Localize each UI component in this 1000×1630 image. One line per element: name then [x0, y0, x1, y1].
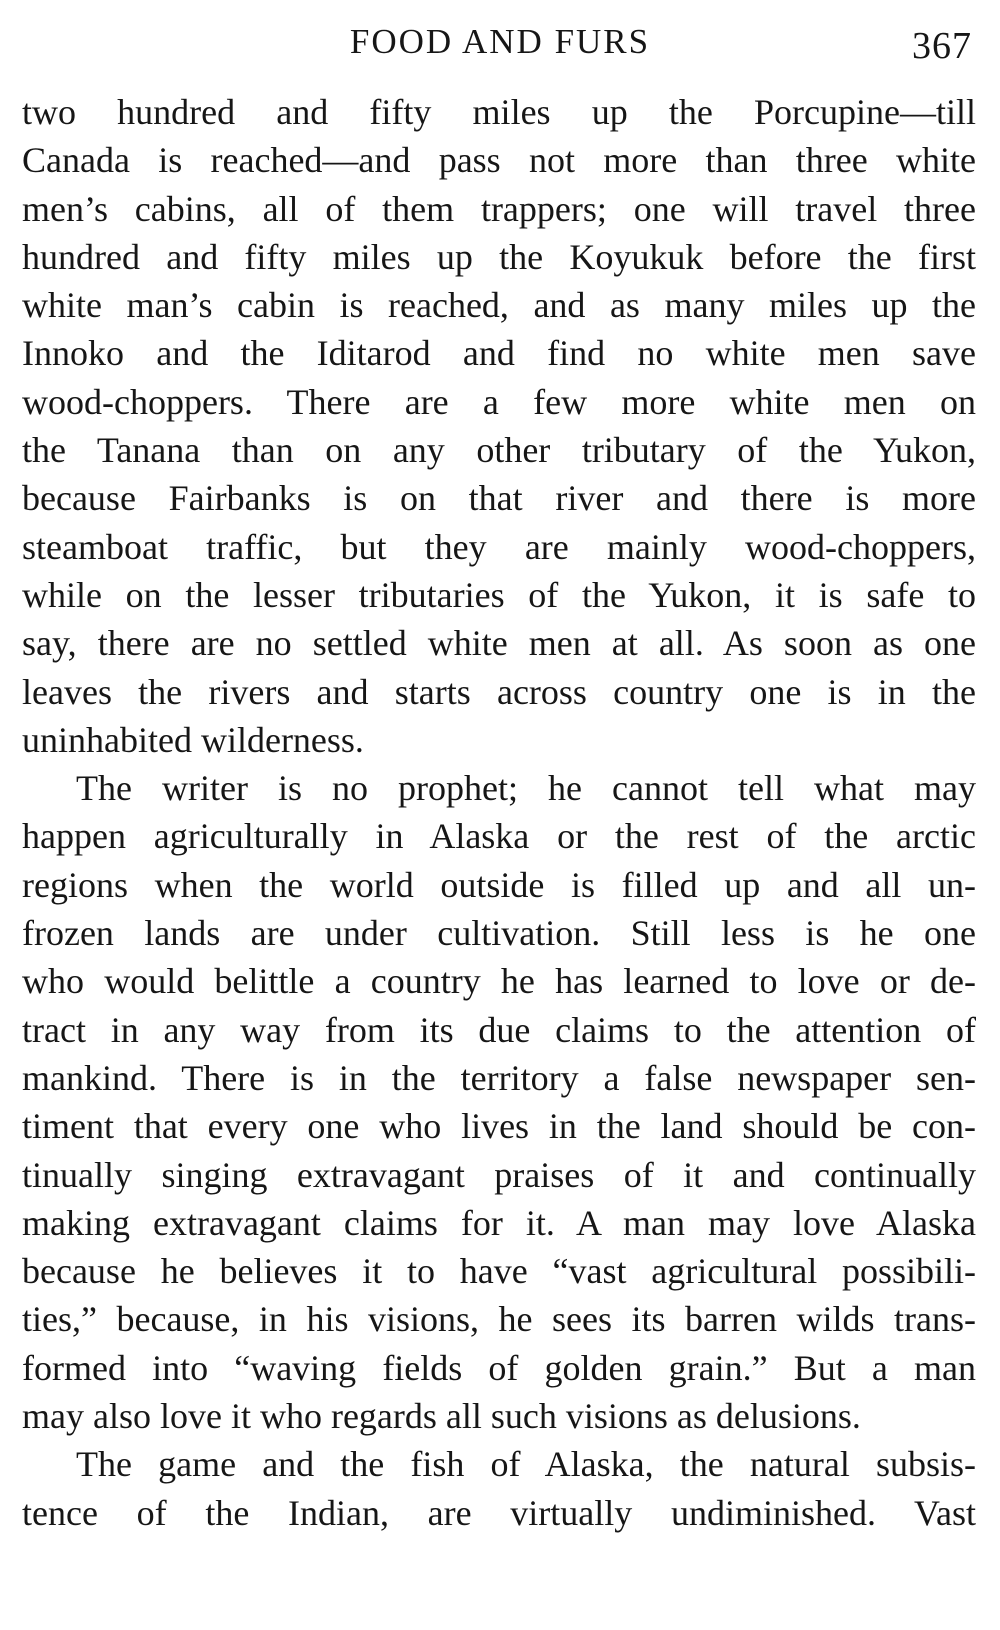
text-line: tence of the Indian, are virtually undiminished. Vast	[22, 1492, 976, 1533]
text-line: wood-choppers. There are a few more white men on	[22, 381, 976, 422]
paragraph-first-line: The writer is no prophet; he cannot tell what may	[76, 768, 976, 809]
text-line: regions when the world outside is filled up and all un-	[22, 864, 976, 905]
text-line: Innoko and the Iditarod and find no white men save	[22, 333, 976, 374]
text-line: tinually singing extravagant praises of it and continually	[22, 1154, 976, 1195]
text-line: hundred and fifty miles up the Koyukuk before the first	[22, 236, 976, 277]
text-line: happen agriculturally in Alaska or the rest of the arctic	[22, 816, 976, 857]
text-line: who would belittle a country he has learned to love or de-	[22, 961, 976, 1002]
text-line: the Tanana than on any other tributary of the Yukon,	[22, 430, 976, 471]
text-line: steamboat traffic, but they are mainly wood-choppers,	[22, 526, 976, 567]
text-line: ties,” because, in his visions, he sees its barren wilds trans-	[22, 1299, 976, 1340]
text-line: may also love it who regards all such visions as delusions.	[22, 1396, 861, 1437]
text-line: because Fairbanks is on that river and there is more	[22, 478, 976, 519]
text-line: uninhabited wilderness.	[22, 719, 364, 760]
text-line: white man’s cabin is reached, and as many miles up the	[22, 285, 976, 326]
text-line: tract in any way from its due claims to the attention of	[22, 1009, 976, 1050]
text-line: mankind. There is in the territory a false newspaper sen-	[22, 1057, 976, 1098]
text-line: making extravagant claims for it. A man may love Alaska	[22, 1202, 976, 1243]
text-line: two hundred and fifty miles up the Porcupine—till	[22, 92, 976, 132]
text-line: men’s cabins, all of them trappers; one will travel three	[22, 188, 976, 229]
paragraph-first-line: The game and the fish of Alaska, the natural subsis-	[76, 1444, 976, 1485]
text-line: Canada is reached—and pass not more than three white	[22, 140, 976, 181]
running-title: FOOD AND FURS	[349, 22, 651, 61]
text-line: timent that every one who lives in the land should be con-	[22, 1106, 976, 1147]
page-number: 367	[912, 25, 972, 67]
running-head	[0, 14, 1000, 70]
text-line: formed into “waving fields of golden grain.” But a man	[22, 1347, 976, 1388]
body-text	[22, 88, 976, 1537]
text-line: frozen lands are under cultivation. Still less is he one	[22, 913, 976, 954]
text-line: say, there are no settled white men at all. As soon as one	[22, 623, 976, 664]
text-line: while on the lesser tributaries of the Yukon, it is safe to	[22, 574, 976, 615]
text-line: because he believes it to have “vast agricultural possibili-	[22, 1251, 976, 1292]
text-line: leaves the rivers and starts across country one is in the	[22, 671, 976, 712]
